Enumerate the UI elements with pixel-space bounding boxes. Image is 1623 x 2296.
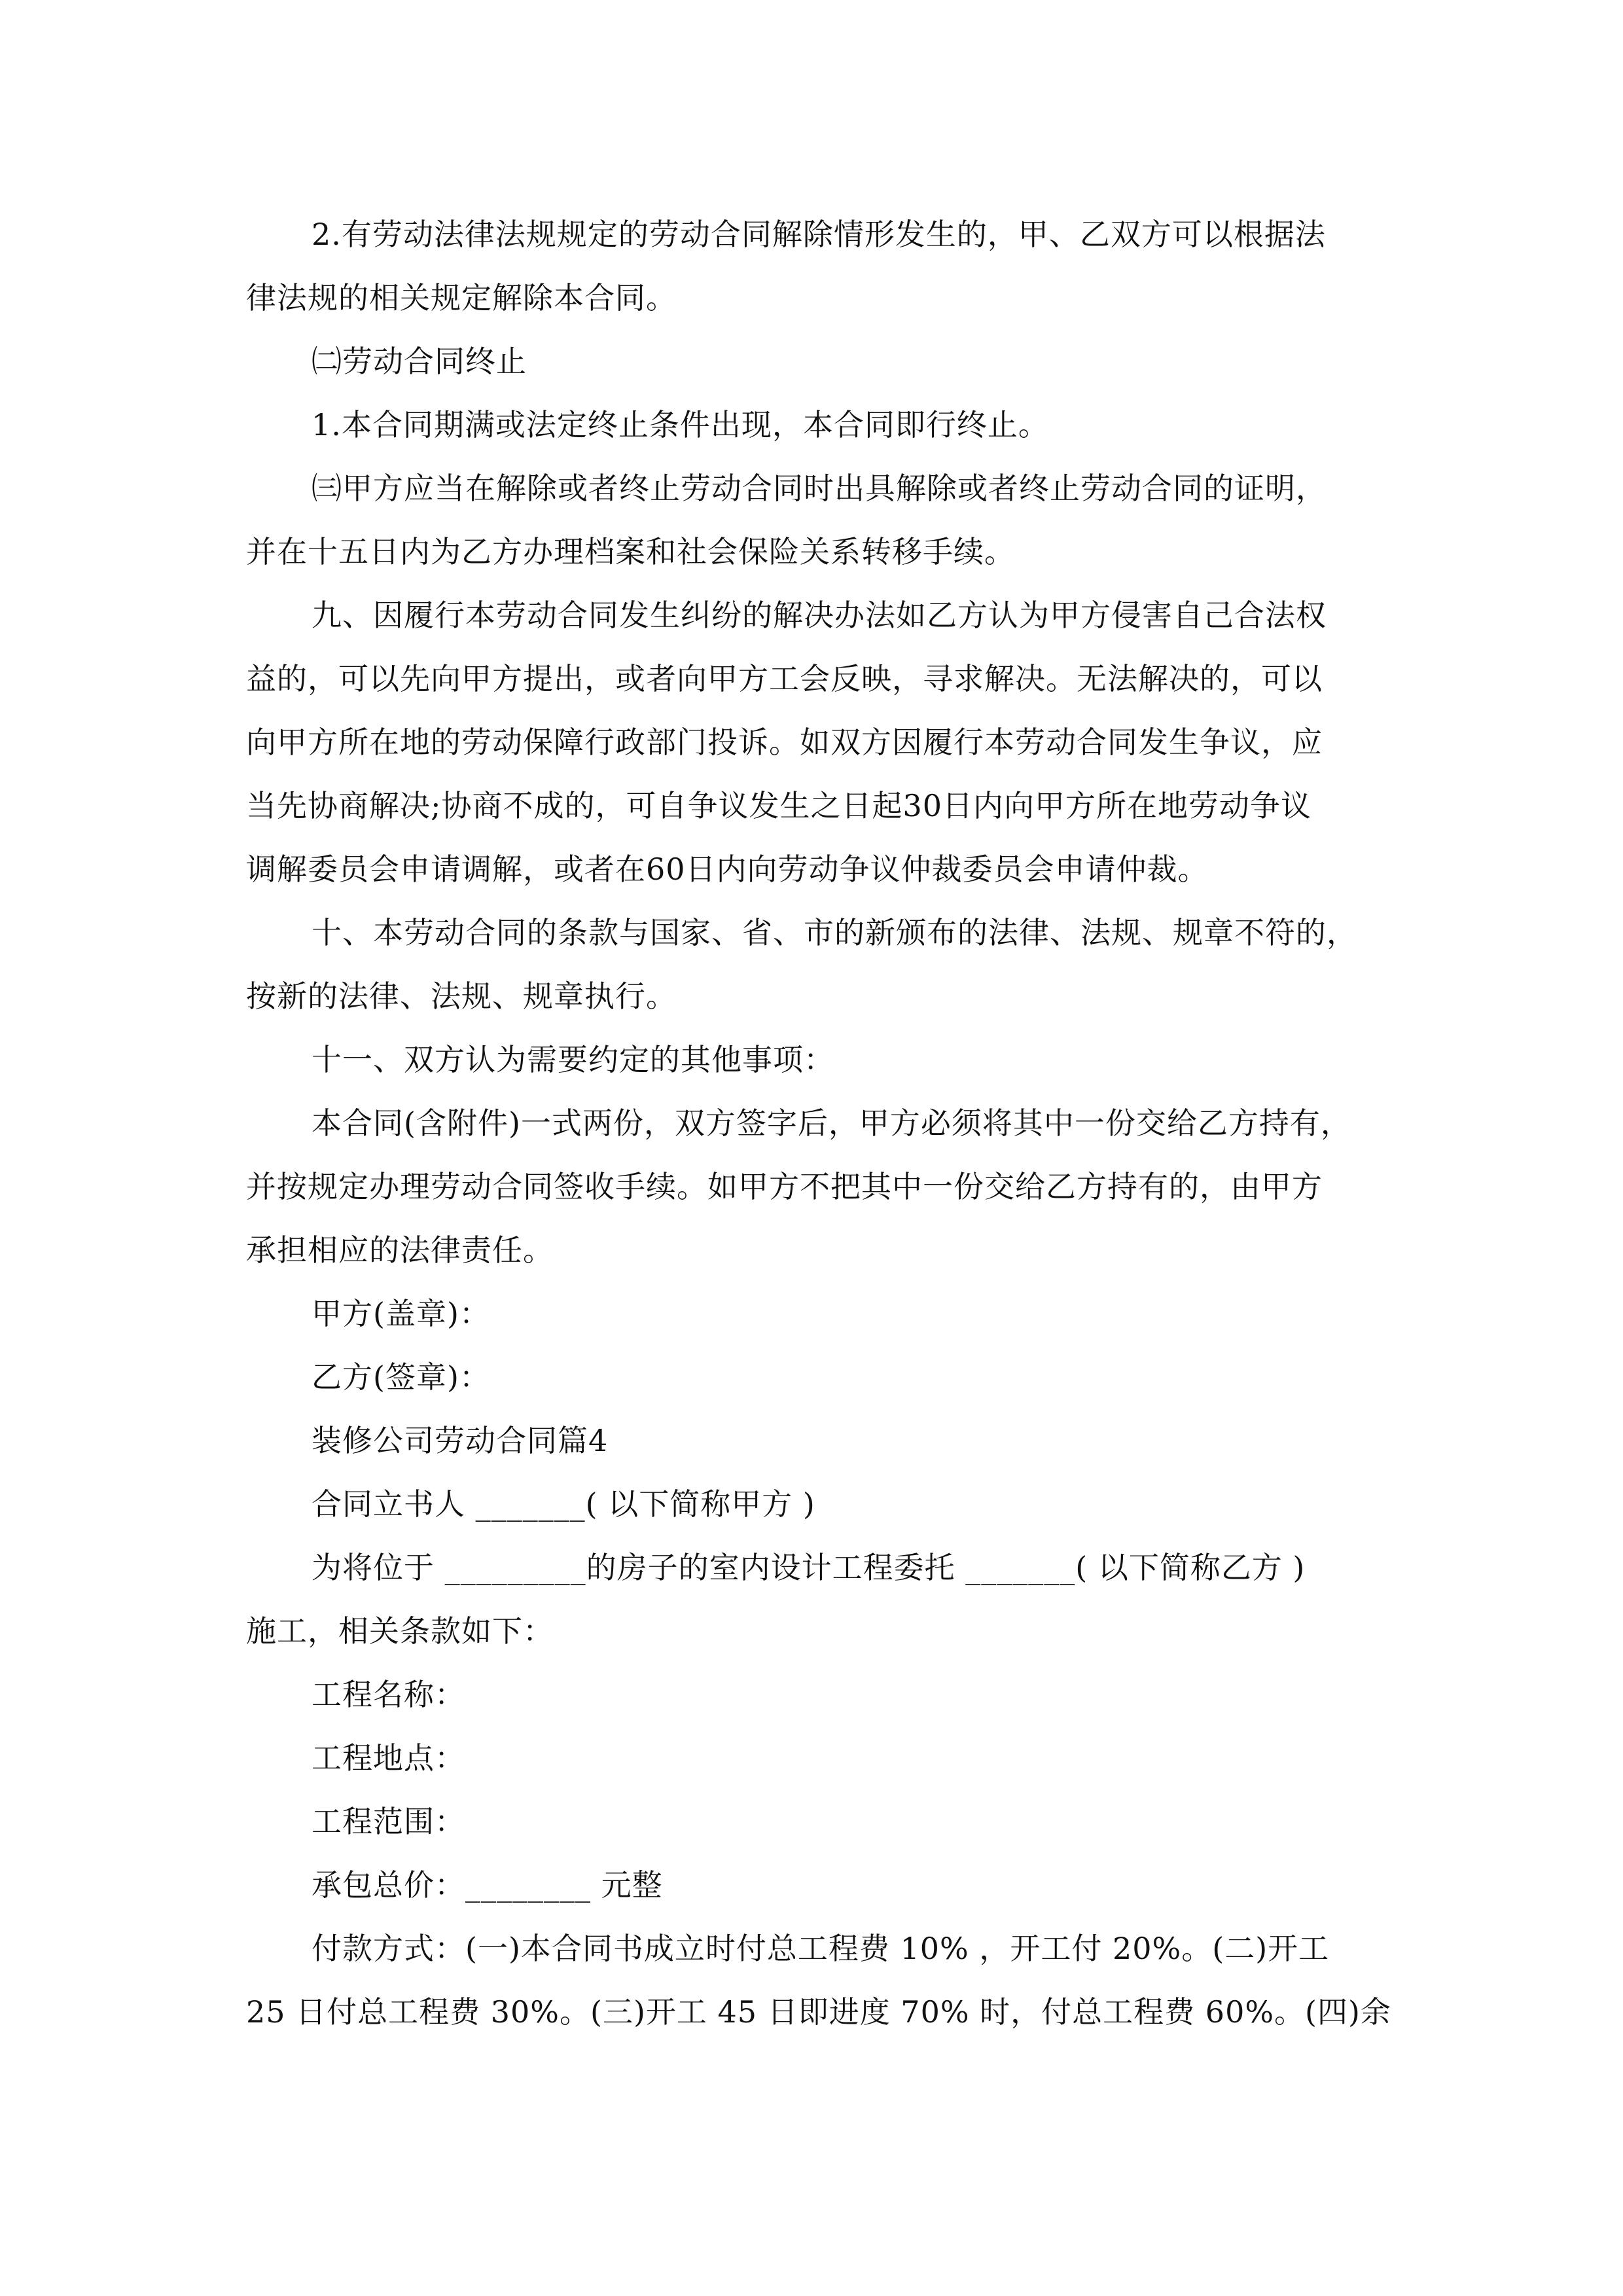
paragraph-line: 承担相应的法律责任。 bbox=[246, 1232, 554, 1268]
paragraph-line: ㈢甲方应当在解除或者终止劳动合同时出具解除或者终止劳动合同的证明， bbox=[312, 471, 1327, 506]
paragraph-line: 乙方(签章)： bbox=[312, 1359, 490, 1395]
paragraph-line: 向甲方所在地的劳动保障行政部门投诉。如双方因履行本劳动合同发生争议，应 bbox=[246, 725, 1323, 760]
document-paragraph bbox=[246, 1473, 1424, 1536]
document-paragraph bbox=[246, 1854, 1424, 1917]
document-paragraph bbox=[246, 1028, 1424, 1092]
paragraph-line: 并按规定办理劳动合同签收手续。如甲方不把其中一份交给乙方持有的，由甲方 bbox=[246, 1169, 1323, 1204]
paragraph-line: 付款方式：(一)本合同书成立时付总工程费 10% ，开工付 20%。(二)开工 bbox=[312, 1931, 1330, 1966]
document-paragraph bbox=[246, 1727, 1424, 1790]
paragraph-line: 甲方(盖章)： bbox=[312, 1296, 490, 1331]
document-paragraph bbox=[246, 1282, 1424, 1346]
paragraph-line: 律法规的相关规定解除本合同。 bbox=[246, 280, 677, 315]
document-paragraph bbox=[246, 203, 1424, 330]
paragraph-line: 合同立书人 _______( 以下简称甲方 ) bbox=[312, 1486, 815, 1522]
document-paragraph bbox=[246, 584, 1424, 901]
document-paragraph bbox=[246, 393, 1424, 457]
document-paragraph bbox=[246, 457, 1424, 584]
document-paragraph bbox=[246, 1092, 1424, 1282]
document-body bbox=[246, 203, 1424, 2044]
paragraph-line: 本合同(含附件)一式两份，双方签字后，甲方必须将其中一份交给乙方持有， bbox=[312, 1105, 1351, 1141]
document-paragraph bbox=[246, 330, 1424, 393]
paragraph-line: ㈡劳动合同终止 bbox=[312, 344, 527, 379]
paragraph-line: 为将位于 _________的房子的室内设计工程委托 _______( 以下简称乙方 ) bbox=[312, 1550, 1306, 1585]
paragraph-line: 工程名称： bbox=[312, 1677, 465, 1712]
document-paragraph bbox=[246, 1409, 1424, 1473]
paragraph-line: 按新的法律、法规、规章执行。 bbox=[246, 978, 677, 1014]
paragraph-line: 益的，可以先向甲方提出，或者向甲方工会反映，寻求解决。无法解决的，可以 bbox=[246, 661, 1323, 696]
paragraph-line: 工程范围： bbox=[312, 1804, 465, 1839]
document-paragraph bbox=[246, 901, 1424, 1028]
paragraph-line: 2.有劳动法律法规规定的劳动合同解除情形发生的，甲、乙双方可以根据法 bbox=[312, 217, 1326, 252]
document-paragraph bbox=[246, 1346, 1424, 1409]
document-paragraph bbox=[246, 1536, 1424, 1663]
paragraph-line: 承包总价：________ 元整 bbox=[312, 1867, 663, 1903]
document-paragraph bbox=[246, 1663, 1424, 1727]
paragraph-line: 25 日付总工程费 30%。(三)开工 45 日即进度 70% 时，付总工程费 60%。(四)余 bbox=[246, 1994, 1391, 2030]
paragraph-line: 当先协商解决;协商不成的，可自争议发生之日起30日内向甲方所在地劳动争议 bbox=[246, 788, 1312, 823]
paragraph-line: 十一、双方认为需要约定的其他事项： bbox=[312, 1042, 834, 1077]
paragraph-line: 并在十五日内为乙方办理档案和社会保险关系转移手续。 bbox=[246, 534, 1015, 569]
document-paragraph bbox=[246, 1790, 1424, 1854]
paragraph-line: 施工，相关条款如下： bbox=[246, 1613, 554, 1649]
paragraph-line: 1.本合同期满或法定终止条件出现，本合同即行终止。 bbox=[312, 407, 1049, 442]
paragraph-line: 工程地点： bbox=[312, 1740, 465, 1776]
paragraph-line: 装修公司劳动合同篇4 bbox=[312, 1423, 609, 1458]
paragraph-line: 调解委员会申请调解，或者在60日内向劳动争议仲裁委员会申请仲裁。 bbox=[246, 852, 1209, 887]
paragraph-line: 十、本劳动合同的条款与国家、省、市的新颁布的法律、法规、规章不符的， bbox=[312, 915, 1357, 950]
paragraph-line: 九、因履行本劳动合同发生纠纷的解决办法如乙方认为甲方侵害自己合法权 bbox=[312, 598, 1327, 633]
document-paragraph bbox=[246, 1917, 1424, 2044]
